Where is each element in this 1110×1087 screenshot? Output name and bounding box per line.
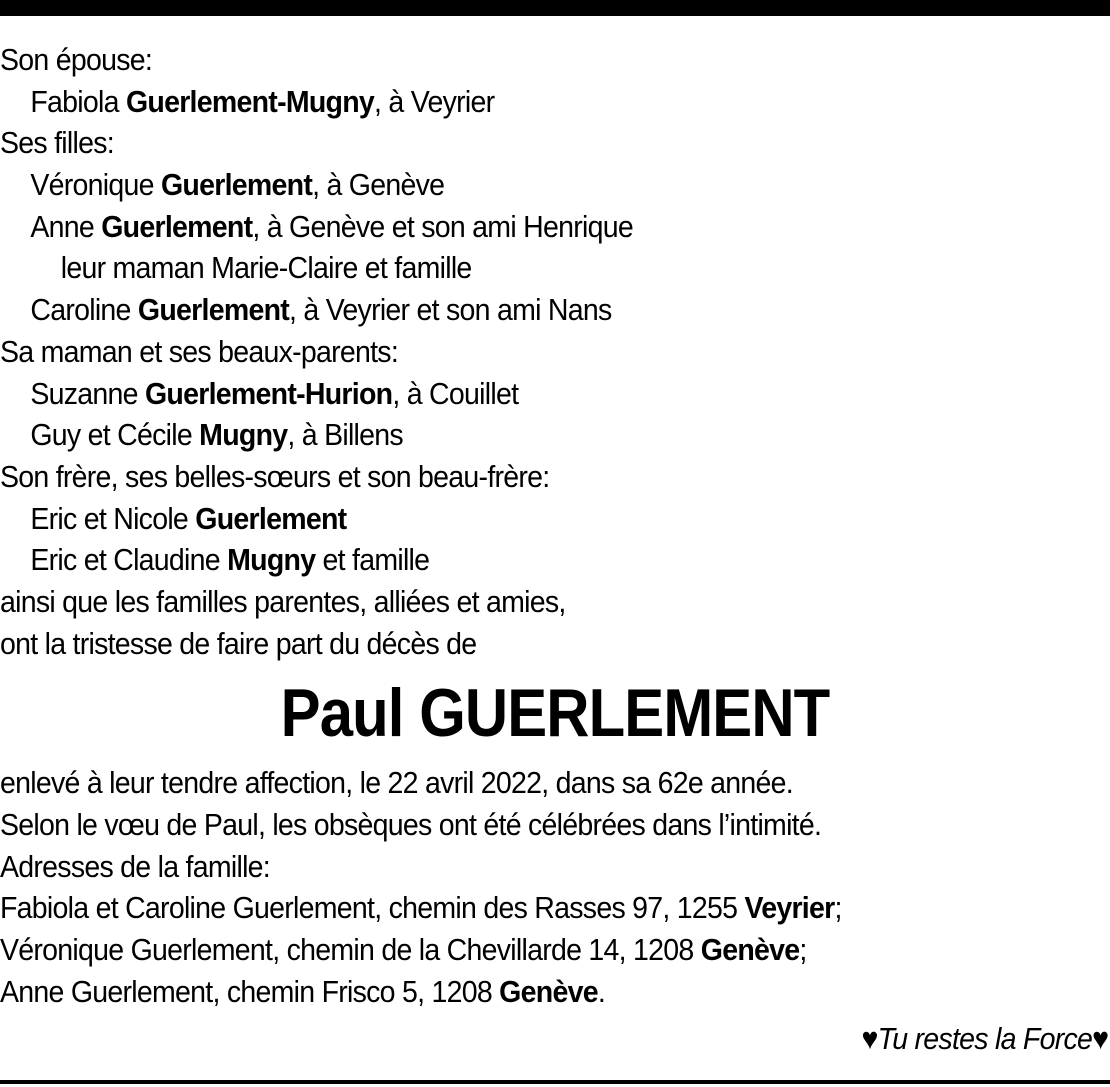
first-name: Suzanne: [30, 375, 145, 411]
frere-label: Son frère, ses belles-sœurs et son beau-frère:: [0, 458, 550, 494]
heart-icon: ♥: [1091, 1021, 1108, 1056]
first-name: Eric et Nicole: [30, 500, 196, 536]
maman-line: [0, 373, 1021, 415]
address-city: Genève: [499, 973, 598, 1009]
familles-line: ainsi que les familles parentes, alliées et amies,: [0, 583, 566, 619]
first-name: Caroline: [30, 292, 138, 328]
residence: , à Couillet: [392, 375, 519, 411]
address-text: Véronique Guerlement, chemin de la Chevillarde 14, 1208: [0, 932, 701, 968]
residence: et famille: [315, 542, 430, 578]
first-name: Guy et Cécile: [30, 417, 200, 453]
address-line: [0, 971, 1021, 1013]
family-name: Guerlement: [160, 167, 313, 203]
residence: , à Genève: [312, 167, 445, 203]
first-name: Fabiola: [30, 83, 126, 119]
address-line: [0, 929, 1021, 971]
first-name: Anne: [30, 208, 102, 244]
address-text: Anne Guerlement, chemin Frisco 5, 1208: [0, 973, 500, 1009]
deceased-name: Paul GUERLEMENT: [280, 675, 830, 752]
closing-line: [861, 1018, 1108, 1059]
fille-line: [0, 206, 1021, 248]
family-name: Mugny: [199, 417, 288, 453]
family-name: Guerlement: [195, 500, 347, 536]
residence: , à Veyrier et son ami Nans: [289, 292, 612, 328]
top-rule: [0, 0, 1110, 16]
address-end: ;: [799, 932, 807, 968]
address-end: ;: [834, 890, 842, 926]
family-name: Guerlement: [137, 292, 290, 328]
residence: , à Veyrier: [374, 83, 495, 119]
first-name: Eric et Claudine: [30, 542, 228, 578]
residence: , à Billens: [287, 417, 403, 453]
family-name: Guerlement-Mugny: [125, 83, 375, 119]
address-end: .: [597, 973, 606, 1009]
filles-label: Ses filles:: [0, 125, 114, 161]
address-city: Genève: [700, 932, 800, 968]
details-line: enlevé à leur tendre affection, le 22 avril 2022, dans sa 62e année.: [0, 765, 793, 801]
details-line: Selon le vœu de Paul, les obsèques ont été célébrées dans l’intimité.: [0, 807, 822, 842]
epouse-line: [0, 81, 1021, 123]
epouse-label: Son épouse:: [0, 42, 153, 77]
address-line: [0, 887, 1021, 929]
frere-line: [0, 498, 1021, 540]
address-city: Veyrier: [744, 890, 835, 926]
fille-line: [0, 164, 1021, 206]
addresses-label: Adresses de la famille:: [0, 848, 270, 884]
beau-frere-line: [0, 539, 1021, 581]
bottom-rule: [0, 1080, 1110, 1084]
fille-extra-line: leur maman Marie-Claire et famille: [60, 250, 472, 286]
address-text: Fabiola et Caroline Guerlement, chemin des Rasses 97, 1255: [0, 890, 745, 926]
family-name: Guerlement: [101, 208, 253, 244]
family-name: Guerlement-Hurion: [144, 375, 393, 411]
family-name: Mugny: [227, 542, 316, 578]
intro-line: ont la tristesse de faire part du décès de: [0, 625, 477, 661]
first-name: Véronique: [30, 167, 161, 203]
notice-body: [0, 39, 1110, 1012]
beaux-parents-line: [0, 414, 1021, 456]
heart-icon: ♥: [861, 1021, 878, 1056]
residence: , à Genève et son ami Henrique: [252, 208, 633, 244]
maman-label: Sa maman et ses beaux-parents:: [0, 333, 399, 369]
closing-text: Tu restes la Force: [877, 1021, 1092, 1056]
fille-line: [0, 289, 1021, 331]
